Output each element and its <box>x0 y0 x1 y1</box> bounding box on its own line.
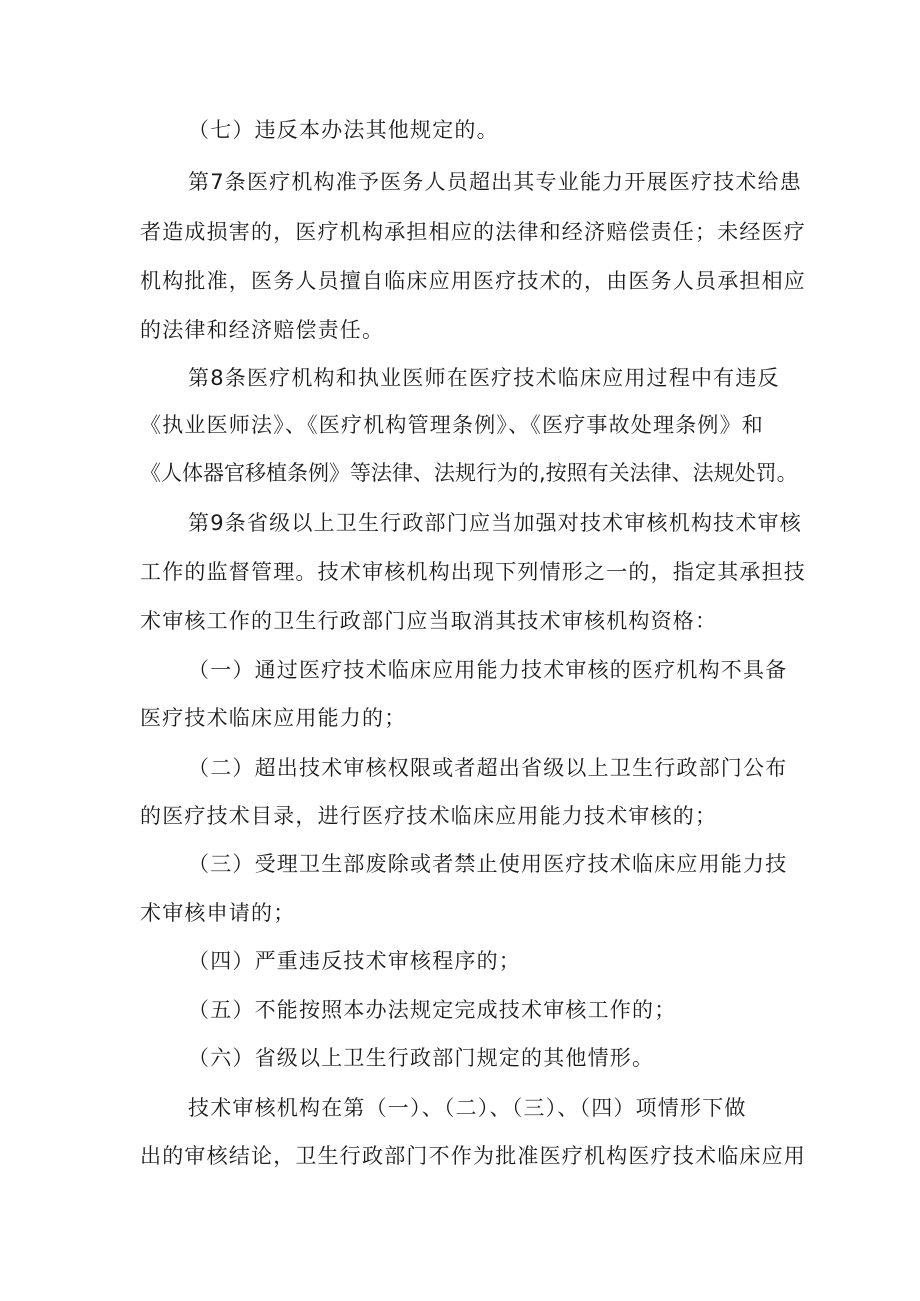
text-line: （七）违反本办法其他规定的。 <box>188 118 499 142</box>
text-line: 第8条医疗机构和执业医师在医疗技术临床应用过程中有违反 <box>188 366 780 390</box>
text-line: 技术审核机构在第（一）、（二）、（三）、（四）项情形下做 <box>188 1096 747 1120</box>
text-line: （二）超出技术审核权限或者超出省级以上卫生行政部门公布 <box>188 756 788 780</box>
text-line: 的法律和经济赔偿责任。 <box>140 318 385 342</box>
text-line: （三）受理卫生部废除或者禁止使用医疗技术临床应用能力技 <box>188 852 788 876</box>
text-line: 《执业医师法》、《医疗机构管理条例》、《医疗事故处理条例》和 <box>140 413 764 437</box>
text-line: 第7条医疗机构准予医务人员超出其专业能力开展医疗技术给患 <box>188 170 802 194</box>
text-line: 《人体器官移植条例》等法律、法规行为的,按照有关法律、法规处罚。 <box>140 461 798 485</box>
text-line: 第9条省级以上卫生行政部门应当加强对技术审核机构技术审核 <box>188 511 802 535</box>
text-line: 工作的监督管理。技术审核机构出现下列情形之一的，指定其承担技 <box>140 560 806 584</box>
text-line: 出的审核结论，卫生行政部门不作为批准医疗机构医疗技术临床应用 <box>140 1144 806 1168</box>
text-line: （五）不能按照本办法规定完成技术审核工作的； <box>188 998 677 1022</box>
text-line: 的医疗技术目录，进行医疗技术临床应用能力技术审核的； <box>140 804 718 828</box>
text-line: （一）通过医疗技术临床应用能力技术审核的医疗机构不具备 <box>188 658 788 682</box>
text-line: 术审核工作的卫生行政部门应当取消其技术审核机构资格： <box>140 609 718 633</box>
text-line: 机构批准，医务人员擅自临床应用医疗技术的，由医务人员承担相应 <box>140 269 806 293</box>
text-line: （六）省级以上卫生行政部门规定的其他情形。 <box>188 1046 655 1070</box>
text-line: 者造成损害的，医疗机构承担相应的法律和经济赔偿责任；未经医疗 <box>140 220 806 244</box>
text-line: 医疗技术临床应用能力的； <box>140 706 407 730</box>
text-line: （四）严重违反技术审核程序的； <box>188 949 521 973</box>
text-line: 术审核申请的； <box>140 901 296 925</box>
